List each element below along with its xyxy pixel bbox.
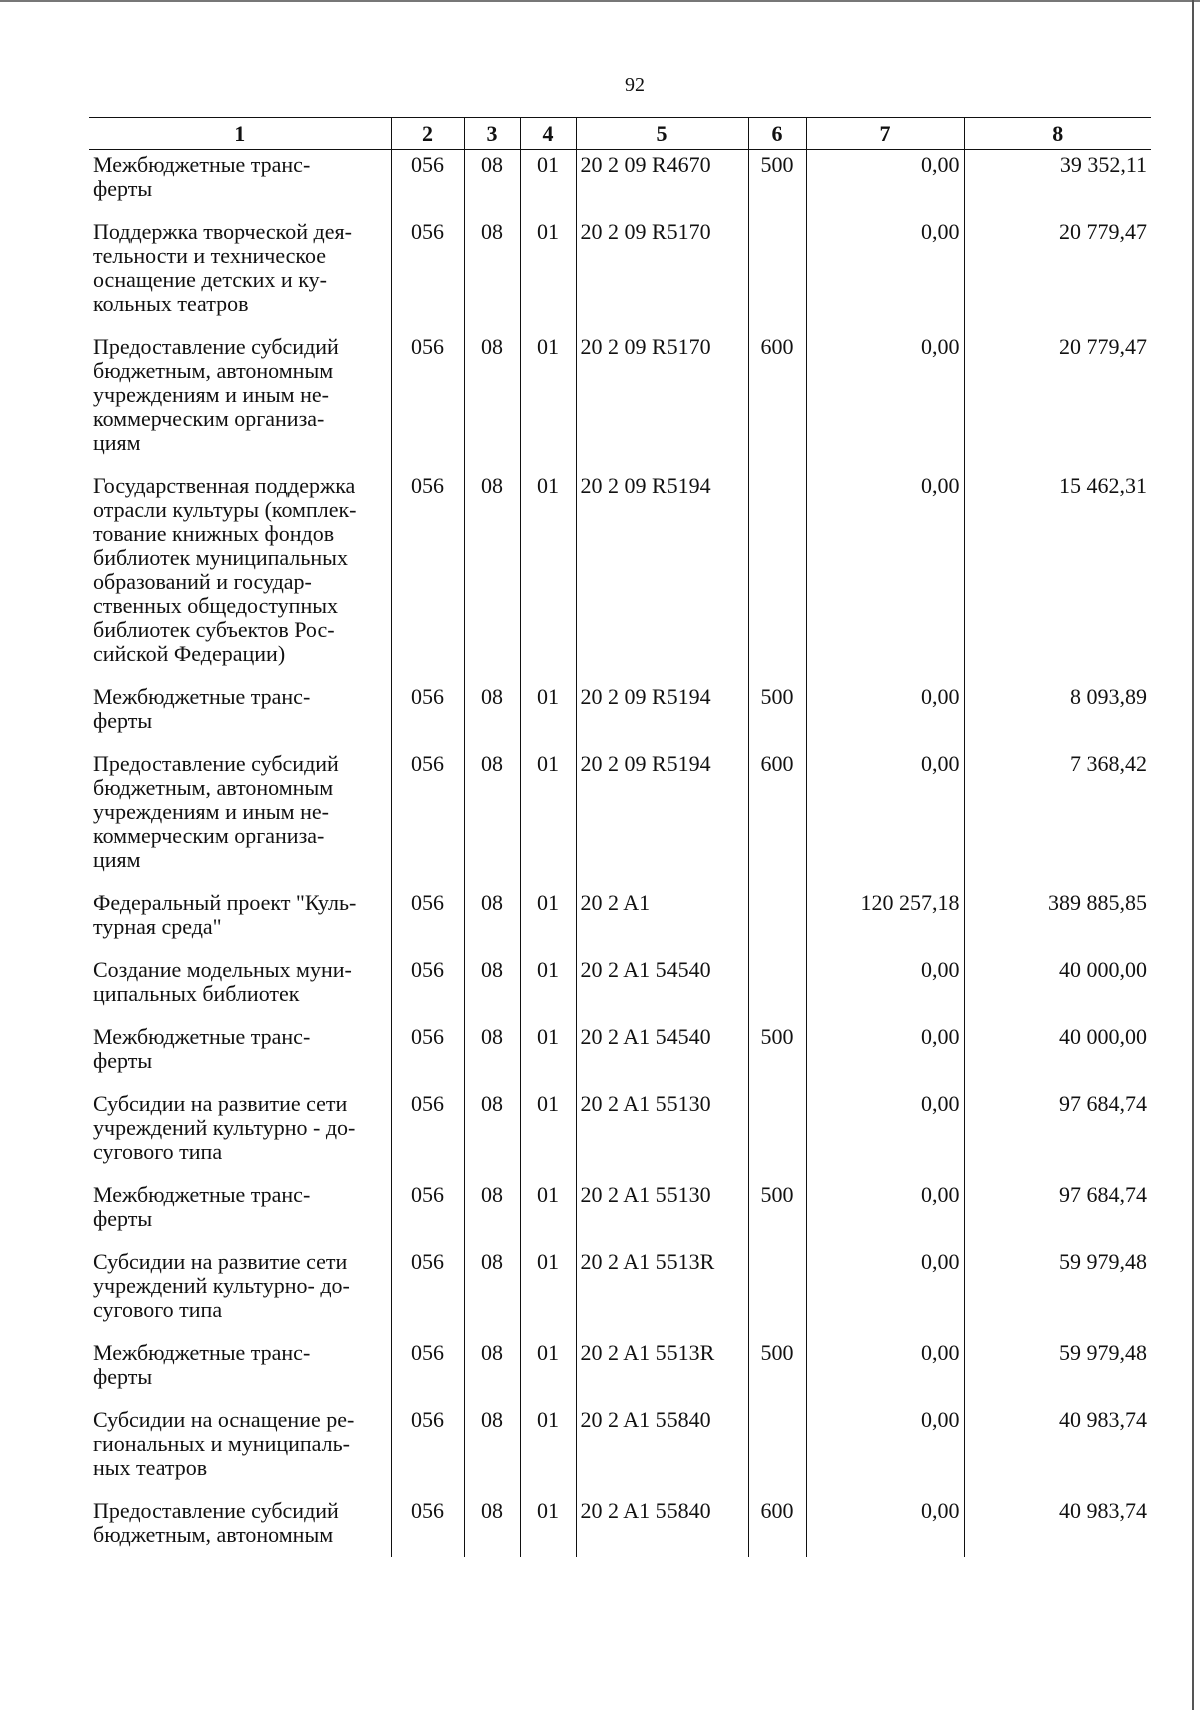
cell-col-3: 08 — [464, 471, 520, 682]
cell-col-4: 01 — [520, 1089, 576, 1180]
cell-col-3: 08 — [464, 150, 520, 218]
cell-col-6: 600 — [748, 1496, 806, 1557]
cell-col-3: 08 — [464, 888, 520, 955]
table-row — [89, 332, 1151, 471]
column-header-8: 8 — [964, 118, 1151, 150]
cell-col-3: 08 — [464, 1338, 520, 1405]
cell-col-7: 0,00 — [806, 1247, 964, 1338]
table-row — [89, 217, 1151, 332]
cell-col-4: 01 — [520, 150, 576, 218]
cell-name: Поддержка творческой дея- тельности и техническое оснащение детских и ку- кольных театров — [93, 219, 352, 316]
cell-name: Субсидии на оснащение ре- гиональных и муниципаль- ных театров — [93, 1407, 355, 1480]
cell-col-6 — [748, 471, 806, 682]
cell-col-4: 01 — [520, 332, 576, 471]
cell-col-7: 0,00 — [806, 1022, 964, 1089]
cell-col-3: 08 — [464, 1089, 520, 1180]
table-row — [89, 1180, 1151, 1247]
cell-code: 20 2 09 R4670 — [576, 150, 748, 218]
cell-col-3: 08 — [464, 217, 520, 332]
cell-name: Межбюджетные транс- ферты — [93, 152, 311, 201]
cell-col-6: 600 — [748, 749, 806, 888]
table-row — [89, 955, 1151, 1022]
cell-col-2: 056 — [391, 1180, 464, 1247]
cell-name: Федеральный проект "Куль- турная среда" — [93, 890, 357, 939]
cell-code: 20 2 09 R5194 — [576, 749, 748, 888]
column-header-3: 3 — [464, 118, 520, 150]
cell-col-6: 500 — [748, 1180, 806, 1247]
cell-name: Предоставление субсидий бюджетным, автономным учреждениям и иным не- коммерческим организа- циям — [93, 751, 339, 872]
table-row — [89, 471, 1151, 682]
table-row — [89, 1405, 1151, 1496]
cell-code: 20 2 09 R5170 — [576, 217, 748, 332]
table-row — [89, 888, 1151, 955]
table-row — [89, 1338, 1151, 1405]
cell-code: 20 2 A1 55840 — [576, 1405, 748, 1496]
scan-top-edge — [0, 0, 1200, 2]
scan-right-edge — [1192, 0, 1194, 1710]
cell-col-3: 08 — [464, 1496, 520, 1557]
cell-col-7: 0,00 — [806, 749, 964, 888]
cell-code: 20 2 A1 55130 — [576, 1089, 748, 1180]
cell-col-8: 8 093,89 — [964, 682, 1151, 749]
cell-col-2: 056 — [391, 471, 464, 682]
cell-col-6 — [748, 1089, 806, 1180]
cell-col-4: 01 — [520, 749, 576, 888]
column-header-4: 4 — [520, 118, 576, 150]
cell-col-8: 20 779,47 — [964, 217, 1151, 332]
cell-name: Создание модельных муни- ципальных библиотек — [93, 957, 352, 1006]
cell-code: 20 2 A1 55840 — [576, 1496, 748, 1557]
cell-name: Субсидии на развитие сети учреждений культурно - до- сугового типа — [93, 1091, 356, 1164]
cell-name: Предоставление субсидий бюджетным, автономным — [93, 1498, 339, 1547]
cell-col-3: 08 — [464, 1405, 520, 1496]
cell-code: 20 2 A1 5513R — [576, 1338, 748, 1405]
cell-col-2: 056 — [391, 1405, 464, 1496]
table-body — [89, 150, 1151, 1558]
cell-col-6 — [748, 1405, 806, 1496]
cell-col-6: 500 — [748, 1338, 806, 1405]
table-row — [89, 1496, 1151, 1557]
cell-col-6: 500 — [748, 150, 806, 218]
column-header-2: 2 — [391, 118, 464, 150]
table-header — [89, 118, 1151, 150]
cell-col-7: 0,00 — [806, 150, 964, 218]
column-header-6: 6 — [748, 118, 806, 150]
cell-col-3: 08 — [464, 1022, 520, 1089]
cell-col-4: 01 — [520, 1022, 576, 1089]
cell-col-8: 40 000,00 — [964, 1022, 1151, 1089]
page-number: 92 — [625, 74, 645, 96]
cell-col-4: 01 — [520, 1338, 576, 1405]
table-row — [89, 1247, 1151, 1338]
cell-col-8: 97 684,74 — [964, 1089, 1151, 1180]
cell-col-7: 0,00 — [806, 1089, 964, 1180]
cell-col-2: 056 — [391, 332, 464, 471]
table-row — [89, 150, 1151, 218]
cell-code: 20 2 A1 54540 — [576, 955, 748, 1022]
cell-col-2: 056 — [391, 150, 464, 218]
cell-col-6: 500 — [748, 682, 806, 749]
cell-col-2: 056 — [391, 1022, 464, 1089]
cell-col-6 — [748, 955, 806, 1022]
cell-col-4: 01 — [520, 888, 576, 955]
cell-col-2: 056 — [391, 1089, 464, 1180]
table-row — [89, 682, 1151, 749]
cell-name: Межбюджетные транс- ферты — [93, 1340, 311, 1389]
column-header-5: 5 — [576, 118, 748, 150]
cell-col-8: 389 885,85 — [964, 888, 1151, 955]
cell-col-3: 08 — [464, 749, 520, 888]
cell-name: Межбюджетные транс- ферты — [93, 1024, 311, 1073]
cell-col-8: 20 779,47 — [964, 332, 1151, 471]
cell-col-7: 120 257,18 — [806, 888, 964, 955]
cell-col-4: 01 — [520, 682, 576, 749]
cell-col-6 — [748, 888, 806, 955]
cell-col-7: 0,00 — [806, 955, 964, 1022]
cell-col-2: 056 — [391, 217, 464, 332]
cell-col-8: 40 983,74 — [964, 1496, 1151, 1557]
cell-col-6 — [748, 217, 806, 332]
cell-col-7: 0,00 — [806, 1180, 964, 1247]
cell-col-8: 59 979,48 — [964, 1338, 1151, 1405]
cell-col-8: 39 352,11 — [964, 150, 1151, 218]
cell-col-4: 01 — [520, 1496, 576, 1557]
cell-col-2: 056 — [391, 888, 464, 955]
cell-col-4: 01 — [520, 471, 576, 682]
cell-col-7: 0,00 — [806, 1496, 964, 1557]
cell-col-4: 01 — [520, 1180, 576, 1247]
header-row — [89, 118, 1151, 150]
cell-col-8: 40 000,00 — [964, 955, 1151, 1022]
table-row — [89, 749, 1151, 888]
cell-col-3: 08 — [464, 1180, 520, 1247]
cell-col-7: 0,00 — [806, 1338, 964, 1405]
cell-code: 20 2 09 R5170 — [576, 332, 748, 471]
cell-col-8: 40 983,74 — [964, 1405, 1151, 1496]
cell-code: 20 2 A1 5513R — [576, 1247, 748, 1338]
cell-name: Межбюджетные транс- ферты — [93, 684, 311, 733]
cell-col-4: 01 — [520, 955, 576, 1022]
cell-col-3: 08 — [464, 955, 520, 1022]
cell-name: Предоставление субсидий бюджетным, автономным учреждениям и иным не- коммерческим организа- циям — [93, 334, 339, 455]
cell-col-2: 056 — [391, 749, 464, 888]
cell-col-7: 0,00 — [806, 332, 964, 471]
cell-col-2: 056 — [391, 1247, 464, 1338]
budget-table — [89, 117, 1151, 1557]
cell-code: 20 2 A1 54540 — [576, 1022, 748, 1089]
cell-col-8: 97 684,74 — [964, 1180, 1151, 1247]
cell-col-2: 056 — [391, 682, 464, 749]
cell-col-8: 15 462,31 — [964, 471, 1151, 682]
cell-col-6 — [748, 1247, 806, 1338]
cell-code: 20 2 09 R5194 — [576, 682, 748, 749]
cell-col-6: 600 — [748, 332, 806, 471]
table-row — [89, 1089, 1151, 1180]
cell-col-3: 08 — [464, 332, 520, 471]
cell-col-3: 08 — [464, 1247, 520, 1338]
cell-col-7: 0,00 — [806, 217, 964, 332]
cell-col-4: 01 — [520, 1405, 576, 1496]
cell-col-7: 0,00 — [806, 471, 964, 682]
cell-name: Субсидии на развитие сети учреждений культурно- до- сугового типа — [93, 1249, 350, 1322]
cell-col-4: 01 — [520, 1247, 576, 1338]
cell-name: Государственная поддержка отрасли культуры (комплек- тование книжных фондов библиотек муниципальных образований и государ- ственных общедоступных библиотек субъектов Рос- сийской Федерации) — [93, 473, 357, 666]
cell-code: 20 2 09 R5194 — [576, 471, 748, 682]
cell-col-8: 59 979,48 — [964, 1247, 1151, 1338]
cell-col-7: 0,00 — [806, 682, 964, 749]
cell-col-8: 7 368,42 — [964, 749, 1151, 888]
table-row — [89, 1022, 1151, 1089]
cell-col-3: 08 — [464, 682, 520, 749]
cell-col-2: 056 — [391, 955, 464, 1022]
column-header-1: 1 — [89, 118, 391, 150]
cell-col-4: 01 — [520, 217, 576, 332]
column-header-7: 7 — [806, 118, 964, 150]
cell-col-2: 056 — [391, 1496, 464, 1557]
cell-code: 20 2 A1 55130 — [576, 1180, 748, 1247]
cell-name: Межбюджетные транс- ферты — [93, 1182, 311, 1231]
cell-col-2: 056 — [391, 1338, 464, 1405]
cell-col-6: 500 — [748, 1022, 806, 1089]
cell-col-7: 0,00 — [806, 1405, 964, 1496]
cell-code: 20 2 A1 — [576, 888, 748, 955]
